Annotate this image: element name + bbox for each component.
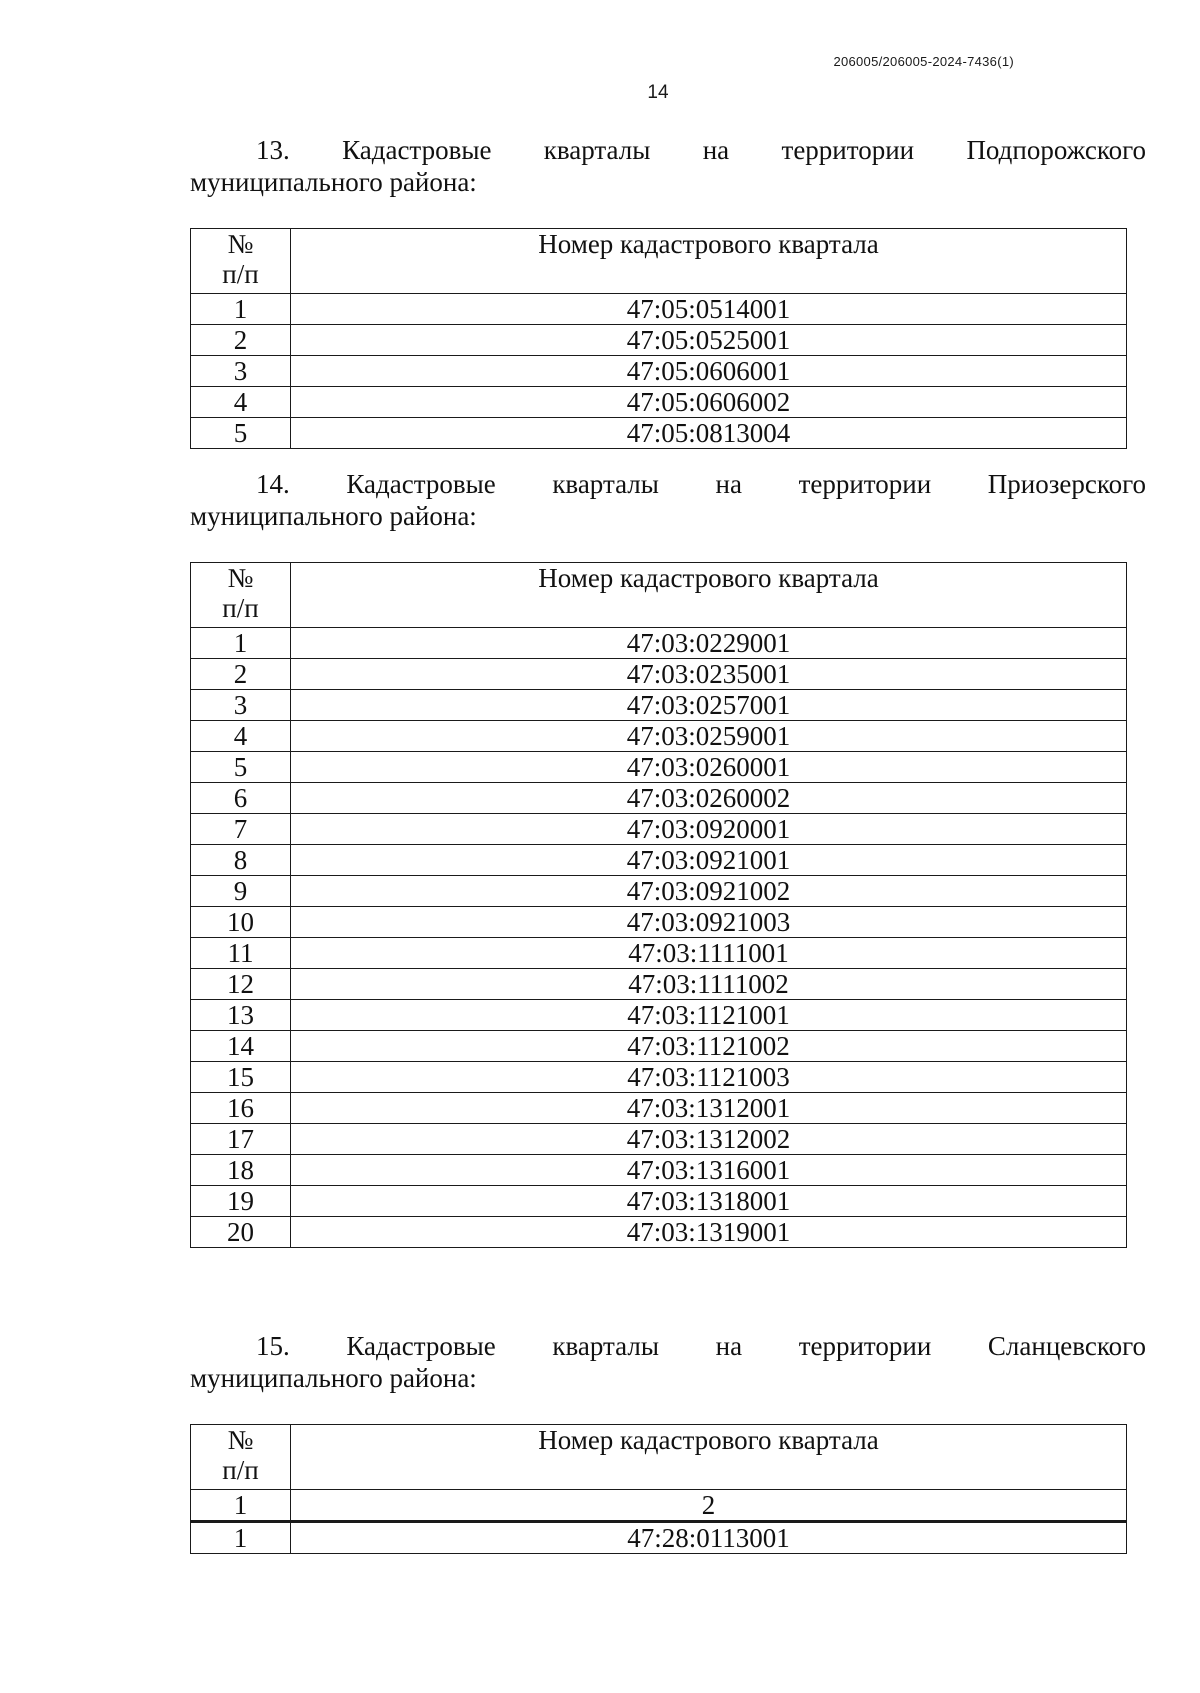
cadastral-number-cell: 47:03:1121003 — [291, 1062, 1127, 1093]
code-column-header: Номер кадастрового квартала — [291, 1425, 1127, 1490]
table-row — [191, 1522, 1127, 1554]
document-id: 206005/206005-2024-7436(1) — [833, 54, 1014, 69]
row-number-cell: 2 — [191, 325, 291, 356]
cadastral-number-cell: 47:03:1316001 — [291, 1155, 1127, 1186]
heading-number: 15. — [256, 1331, 290, 1361]
cadastral-table — [190, 562, 1127, 1248]
row-number-cell: 15 — [191, 1062, 291, 1093]
cadastral-number-cell: 47:03:1312002 — [291, 1124, 1127, 1155]
cadastral-number-cell: 47:28:0113001 — [291, 1522, 1127, 1554]
cadastral-number-cell: 47:03:0229001 — [291, 628, 1127, 659]
table-row — [191, 628, 1127, 659]
row-number-cell: 9 — [191, 876, 291, 907]
section-priozersky — [190, 468, 1146, 1248]
row-number-cell: 1 — [191, 628, 291, 659]
row-number-cell: 14 — [191, 1031, 291, 1062]
table-row — [191, 969, 1127, 1000]
table-row — [191, 1155, 1127, 1186]
section-podporozhsky — [190, 134, 1146, 449]
heading-word: на — [702, 135, 730, 165]
table-row — [191, 1093, 1127, 1124]
cadastral-number-cell: 47:03:1121002 — [291, 1031, 1127, 1062]
heading-word: Кадастровые — [342, 135, 492, 165]
row-number-cell: 18 — [191, 1155, 291, 1186]
cadastral-number-cell: 47:03:1111001 — [291, 938, 1127, 969]
cadastral-number-cell: 47:03:0260002 — [291, 783, 1127, 814]
cadastral-number-cell: 47:03:0920001 — [291, 814, 1127, 845]
num-header-symbol: № — [227, 229, 254, 259]
table-row — [191, 1062, 1127, 1093]
row-number-cell: 7 — [191, 814, 291, 845]
heading-word: Сланцевского — [987, 1331, 1146, 1361]
page-number: 14 — [647, 82, 669, 103]
row-number-cell: 5 — [191, 752, 291, 783]
cadastral-number-cell: 2 — [291, 1490, 1127, 1522]
table-row — [191, 418, 1127, 449]
heading-word: территории — [781, 135, 915, 165]
row-number-cell: 4 — [191, 387, 291, 418]
table-row — [191, 294, 1127, 325]
row-number-cell: 1 — [191, 1522, 291, 1554]
cadastral-number-cell: 47:03:1318001 — [291, 1186, 1127, 1217]
table-row — [191, 938, 1127, 969]
row-number-cell: 17 — [191, 1124, 291, 1155]
table-header-row — [191, 563, 1127, 628]
table-row — [191, 907, 1127, 938]
table-row — [191, 1217, 1127, 1248]
table-row — [191, 1031, 1127, 1062]
heading-word: территории — [798, 1331, 932, 1361]
row-number-cell: 5 — [191, 418, 291, 449]
table-row — [191, 690, 1127, 721]
row-number-cell: 12 — [191, 969, 291, 1000]
table-row — [191, 845, 1127, 876]
num-header-symbol: № — [227, 563, 254, 593]
heading-number: 14. — [256, 469, 290, 499]
cadastral-table — [190, 1424, 1127, 1554]
cadastral-number-cell: 47:05:0514001 — [291, 294, 1127, 325]
section-heading — [190, 1330, 1146, 1362]
heading-word: кварталы — [543, 135, 651, 165]
cadastral-number-cell: 47:03:0260001 — [291, 752, 1127, 783]
cadastral-number-cell: 47:03:0921003 — [291, 907, 1127, 938]
row-number-cell: 16 — [191, 1093, 291, 1124]
table-row — [191, 783, 1127, 814]
table-row — [191, 752, 1127, 783]
num-header-abbr: п/п — [222, 593, 259, 623]
cadastral-table — [190, 228, 1127, 449]
num-header-symbol: № — [227, 1425, 254, 1455]
table-row — [191, 325, 1127, 356]
code-column-header: Номер кадастрового квартала — [291, 563, 1127, 628]
heading-word: Кадастровые — [346, 469, 496, 499]
table-row — [191, 1186, 1127, 1217]
num-column-header — [191, 229, 291, 294]
table-row — [191, 356, 1127, 387]
cadastral-number-cell: 47:05:0606002 — [291, 387, 1127, 418]
row-number-cell: 10 — [191, 907, 291, 938]
heading-word: кварталы — [552, 1331, 659, 1361]
row-number-cell: 2 — [191, 659, 291, 690]
cadastral-number-cell: 47:03:0921001 — [291, 845, 1127, 876]
section-heading-line2: муниципального района: — [190, 1363, 477, 1393]
num-column-header — [191, 1425, 291, 1490]
cadastral-number-cell: 47:03:1312001 — [291, 1093, 1127, 1124]
cadastral-number-cell: 47:05:0606001 — [291, 356, 1127, 387]
row-number-cell: 3 — [191, 690, 291, 721]
table-row — [191, 387, 1127, 418]
heading-word: на — [715, 1331, 743, 1361]
cadastral-number-cell: 47:03:1319001 — [291, 1217, 1127, 1248]
heading-word: кварталы — [552, 469, 659, 499]
section-slantsevsky — [190, 1330, 1146, 1554]
cadastral-number-cell: 47:03:1121001 — [291, 1000, 1127, 1031]
row-number-cell: 8 — [191, 845, 291, 876]
heading-word: территории — [798, 469, 932, 499]
table-header-row — [191, 229, 1127, 294]
cadastral-number-cell: 47:03:0257001 — [291, 690, 1127, 721]
row-number-cell: 3 — [191, 356, 291, 387]
table-row — [191, 659, 1127, 690]
cadastral-number-cell: 47:05:0813004 — [291, 418, 1127, 449]
num-column-header — [191, 563, 291, 628]
num-header-abbr: п/п — [222, 259, 259, 289]
table-row — [191, 876, 1127, 907]
table-row — [191, 814, 1127, 845]
row-number-cell: 6 — [191, 783, 291, 814]
table-header-row — [191, 1425, 1127, 1490]
cadastral-number-cell: 47:03:1111002 — [291, 969, 1127, 1000]
row-number-cell: 20 — [191, 1217, 291, 1248]
cadastral-number-cell: 47:05:0525001 — [291, 325, 1127, 356]
num-header-abbr: п/п — [222, 1455, 259, 1485]
section-heading — [190, 468, 1146, 500]
section-heading-line2: муниципального района: — [190, 167, 477, 197]
table-row — [191, 1000, 1127, 1031]
heading-word: Подпорожского — [966, 135, 1146, 165]
section-heading — [190, 134, 1146, 166]
row-number-cell: 19 — [191, 1186, 291, 1217]
table-row — [191, 1490, 1127, 1522]
cadastral-number-cell: 47:03:0259001 — [291, 721, 1127, 752]
heading-word: Кадастровые — [346, 1331, 496, 1361]
heading-number: 13. — [256, 135, 290, 165]
cadastral-number-cell: 47:03:0921002 — [291, 876, 1127, 907]
cadastral-number-cell: 47:03:0235001 — [291, 659, 1127, 690]
table-row — [191, 721, 1127, 752]
row-number-cell: 1 — [191, 1490, 291, 1522]
row-number-cell: 13 — [191, 1000, 291, 1031]
heading-word: Приозерского — [987, 469, 1146, 499]
section-heading-line2: муниципального района: — [190, 501, 477, 531]
heading-word: на — [715, 469, 742, 499]
row-number-cell: 1 — [191, 294, 291, 325]
code-column-header: Номер кадастрового квартала — [291, 229, 1127, 294]
row-number-cell: 11 — [191, 938, 291, 969]
row-number-cell: 4 — [191, 721, 291, 752]
table-row — [191, 1124, 1127, 1155]
